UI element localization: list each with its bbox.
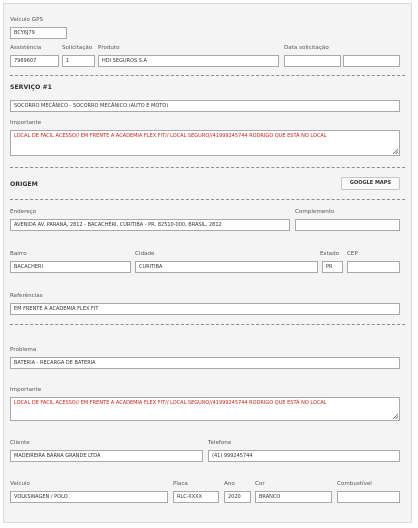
- resize-grip-icon[interactable]: [392, 413, 398, 419]
- google-maps-button[interactable]: GOOGLE MAPS: [341, 177, 400, 190]
- placa-label: Placa: [173, 481, 188, 487]
- servico-importante-label: Importante: [10, 120, 42, 126]
- solicitacao-field[interactable]: 1: [62, 55, 95, 67]
- data-solicitacao-time-field[interactable]: [343, 55, 400, 67]
- problema-field[interactable]: BATERIA - RECARGA DE BATERIA: [10, 357, 400, 369]
- ano-field[interactable]: 2020: [224, 491, 251, 503]
- cliente-label: Cliente: [10, 440, 30, 446]
- referencias-field[interactable]: EM FRENTE A ACADEMIA FLEX FIT: [10, 303, 400, 315]
- importante-textarea[interactable]: [10, 397, 400, 421]
- section-divider: [10, 167, 405, 168]
- importante-text: LOCAL DE FACIL ACESSO// EM FRENTE A ACADEMIA FLEX FIT// LOCAL SEGURO//41999245744 RODRIGO QUE ESTÁ NO LOCAL: [14, 400, 327, 406]
- cor-field[interactable]: BRANCO: [255, 491, 332, 503]
- veiculo-gps-field[interactable]: BCY6J79: [10, 27, 67, 39]
- combustivel-label: Combustível: [337, 481, 372, 487]
- ano-label: Ano: [224, 481, 235, 487]
- data-solicitacao-label: Data solicitação: [284, 45, 329, 51]
- veiculo-gps-label: Veículo GPS: [10, 17, 44, 23]
- endereco-label: Endereço: [10, 209, 37, 215]
- origem-title: ORIGEM: [10, 181, 38, 188]
- resize-grip-icon[interactable]: [392, 148, 398, 154]
- cidade-label: Cidade: [135, 251, 155, 257]
- solicitacao-label: Solicitação: [62, 45, 93, 51]
- telefone-label: Telefone: [208, 440, 232, 446]
- telefone-field[interactable]: (41) 999245744: [208, 450, 400, 462]
- bairro-field[interactable]: BACACHERI: [10, 261, 131, 273]
- veiculo-label: Veículo: [10, 481, 30, 487]
- service-form-panel: [3, 3, 412, 523]
- placa-field[interactable]: RLC-XXXX: [173, 491, 219, 503]
- endereco-field[interactable]: AVENIDA AV. PARANÁ, 2812 - BACACHERI, CURITIBA - PR, 82510-000, BRASIL, 2812: [10, 219, 290, 231]
- servico-importante-textarea[interactable]: [10, 130, 400, 156]
- estado-label: Estado: [320, 251, 340, 257]
- section-divider: [10, 324, 405, 325]
- produto-label: Produto: [98, 45, 120, 51]
- estado-field[interactable]: PR: [322, 261, 343, 273]
- assistencia-field[interactable]: 7969607: [10, 55, 59, 67]
- problema-label: Problema: [10, 347, 37, 353]
- bairro-label: Bairro: [10, 251, 27, 257]
- servico-title: SERVIÇO #1: [10, 84, 52, 91]
- combustivel-field[interactable]: [337, 491, 400, 503]
- section-divider: [10, 75, 405, 76]
- cor-label: Cor: [255, 481, 265, 487]
- servico-importante-text: LOCAL DE FACIL ACESSO// EM FRENTE A ACADEMIA FLEX FIT// LOCAL SEGURO//41999245744 RODRIGO QUE ESTÁ NO LOCAL: [14, 133, 327, 139]
- cidade-field[interactable]: CURITIBA: [135, 261, 318, 273]
- complemento-label: Complemento: [295, 209, 335, 215]
- cep-label: CEP: [347, 251, 358, 257]
- servico-field[interactable]: SOCORRO MECÂNICO - SOCORRO MECÂNICO (AUTO E MOTO): [10, 100, 400, 112]
- data-solicitacao-date-field[interactable]: [284, 55, 341, 67]
- produto-field[interactable]: HDI SEGUROS S.A: [98, 55, 279, 67]
- referencias-label: Referências: [10, 293, 43, 299]
- section-divider: [10, 199, 405, 200]
- veiculo-field[interactable]: VOLKSWAGEN / POLO: [10, 491, 168, 503]
- assistencia-label: Assistência: [10, 45, 42, 51]
- complemento-field[interactable]: [295, 219, 400, 231]
- cep-field[interactable]: [347, 261, 400, 273]
- cliente-field[interactable]: MADEIREIRA BARRA GRANDE LTDA: [10, 450, 203, 462]
- importante-label: Importante: [10, 387, 42, 393]
